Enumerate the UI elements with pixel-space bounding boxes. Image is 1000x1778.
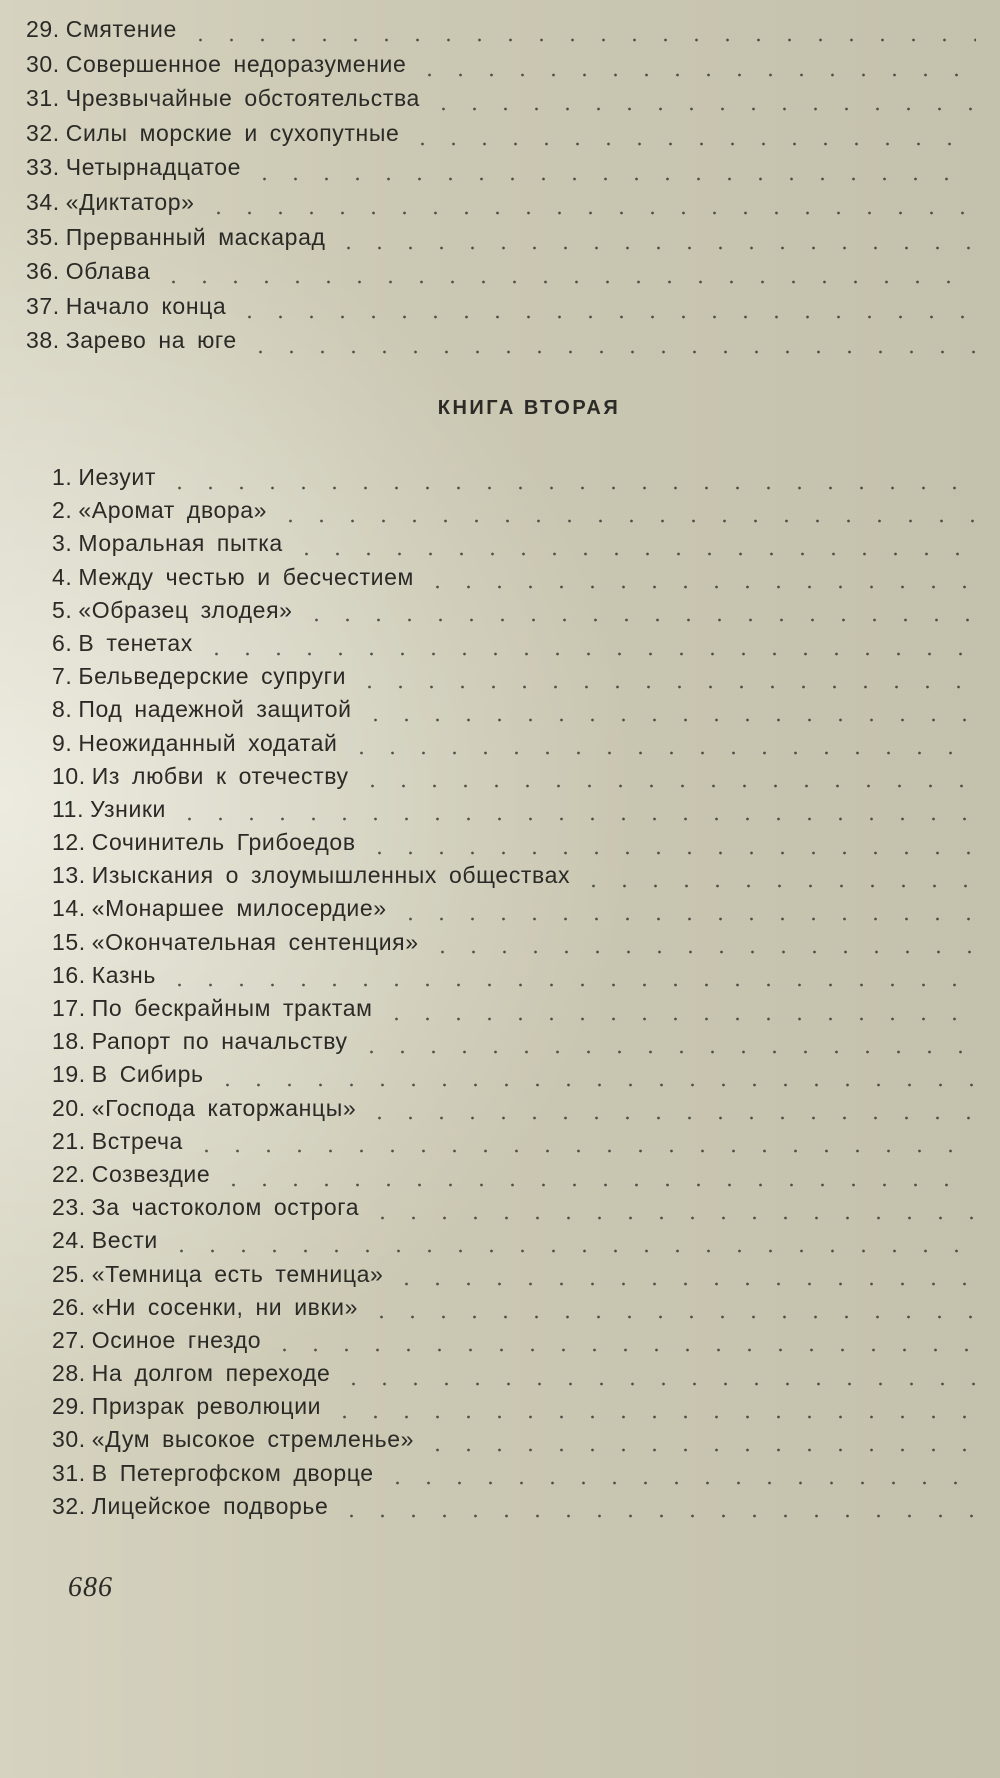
toc-entry xyxy=(26,50,976,88)
dot-leader xyxy=(164,486,976,490)
dot-leader xyxy=(336,1514,976,1518)
toc-entry xyxy=(52,1362,976,1395)
toc-entry-number: 7. xyxy=(52,663,73,690)
toc-entry-number: 18. xyxy=(52,1028,86,1055)
toc-entry-number: 26. xyxy=(52,1293,86,1320)
toc-entry-title: Узники xyxy=(90,795,167,822)
toc-entry-number: 16. xyxy=(52,961,86,988)
toc-entry-number: 9. xyxy=(52,729,73,756)
toc-entry-number: 19. xyxy=(52,1061,86,1088)
dot-leader xyxy=(301,618,976,622)
toc-entry xyxy=(52,1127,976,1163)
toc-entry xyxy=(52,864,976,897)
toc-entry-number: 3. xyxy=(52,530,73,557)
toc-entry-number: 21. xyxy=(52,1127,86,1154)
toc-entry xyxy=(52,762,976,798)
dot-leader xyxy=(234,315,976,319)
toc-entry-number: 34. xyxy=(26,188,60,215)
toc-entry-title: Призрак революции xyxy=(91,1393,322,1420)
dot-leader xyxy=(367,1216,976,1220)
toc-entry-number: 32. xyxy=(52,1492,86,1519)
toc-entry xyxy=(26,156,976,191)
toc-entry-title: Казнь xyxy=(91,961,156,988)
toc-entry-title: Облава xyxy=(65,258,151,285)
toc-entry-title: Между честью и бесчестием xyxy=(78,563,414,590)
toc-entry-title: Из любви к отечеству xyxy=(91,762,349,789)
dot-leader xyxy=(381,1017,976,1021)
toc-entry-number: 28. xyxy=(52,1360,86,1387)
toc-entry-number: 36. xyxy=(26,258,60,285)
toc-entry xyxy=(26,329,976,364)
toc-entry xyxy=(52,1094,976,1130)
toc-entry-title: Моральная пытка xyxy=(78,530,283,557)
dot-leader xyxy=(249,177,976,181)
toc-entry-title: На долгом переходе xyxy=(91,1360,331,1387)
dot-leader xyxy=(422,1448,976,1452)
toc-entry-title: В Петергофском дворце xyxy=(91,1459,374,1486)
dot-leader xyxy=(291,552,976,556)
dot-leader xyxy=(356,1050,976,1054)
toc-entry xyxy=(52,1030,976,1063)
toc-entry-title: Четырнадцатое xyxy=(65,154,242,181)
toc-entry xyxy=(52,1492,976,1528)
toc-entry-title: Неожиданный ходатай xyxy=(78,729,338,756)
toc-entry xyxy=(52,1063,976,1096)
toc-entry xyxy=(52,698,976,731)
toc-entry-title: Осиное гнездо xyxy=(91,1326,262,1353)
dot-leader xyxy=(174,817,976,821)
toc-entry-number: 29. xyxy=(52,1393,86,1420)
toc-entry-number: 6. xyxy=(52,629,73,656)
page-number: 686 xyxy=(68,1572,113,1603)
dot-leader xyxy=(203,211,976,215)
toc-entry xyxy=(52,596,976,632)
toc-entry-title: Силы морские и сухопутные xyxy=(65,119,400,146)
dot-leader xyxy=(212,1083,976,1087)
toc-entry-title: По бескрайным трактам xyxy=(91,995,373,1021)
toc-entry-title: Бельведерские супруги xyxy=(78,663,347,690)
toc-entry-title: Иезуит xyxy=(78,464,156,490)
dot-leader xyxy=(422,585,976,589)
dot-leader xyxy=(269,1348,976,1352)
toc-entry-number: 35. xyxy=(26,223,60,250)
dot-leader xyxy=(201,652,976,656)
toc-entry xyxy=(26,188,976,226)
toc-entry-number: 37. xyxy=(26,292,60,319)
toc-entry-number: 27. xyxy=(52,1326,86,1353)
toc-entry xyxy=(26,292,976,330)
toc-entry-number: 31. xyxy=(52,1459,86,1486)
toc-entry xyxy=(52,729,976,765)
toc-entry-title: «Монаршее милосердие» xyxy=(91,895,387,922)
toc-entry-title: В тенетах xyxy=(78,629,193,656)
toc-entry-title: Начало конца xyxy=(65,292,227,319)
toc-entry-number: 32. xyxy=(26,119,60,146)
toc-entry-title: Изыскания о злоумышленных обществах xyxy=(91,862,571,889)
toc-entry xyxy=(52,928,976,964)
toc-entry-title: Смятение xyxy=(65,16,177,42)
toc-entry-title: Зарево на юге xyxy=(65,327,237,354)
toc-entry xyxy=(52,795,976,831)
dot-leader xyxy=(185,38,976,42)
toc-entry-title: Чрезвычайные обстоятельства xyxy=(65,85,420,112)
dot-leader xyxy=(191,1149,976,1153)
dot-leader xyxy=(360,718,976,722)
toc-entry-title: Совершенное недоразумение xyxy=(65,50,407,77)
dot-leader xyxy=(414,73,976,77)
toc-entry xyxy=(52,1160,976,1196)
toc-entry xyxy=(52,897,976,930)
toc-entry-number: 5. xyxy=(52,596,73,623)
toc-entry-number: 38. xyxy=(26,327,60,354)
toc-entry xyxy=(52,831,976,864)
toc-entry-number: 2. xyxy=(52,497,73,524)
dot-leader xyxy=(245,350,976,354)
toc-entry-number: 4. xyxy=(52,563,73,590)
toc-entry xyxy=(52,1229,976,1262)
toc-entry xyxy=(52,1196,976,1229)
dot-leader xyxy=(357,784,976,788)
dot-leader xyxy=(346,751,977,755)
toc-entry-number: 12. xyxy=(52,829,86,856)
toc-entry-title: Созвездие xyxy=(91,1160,211,1187)
toc-entry-number: 17. xyxy=(52,995,86,1021)
toc-entry xyxy=(26,223,976,261)
toc-entry xyxy=(52,1326,976,1362)
dot-leader xyxy=(364,1116,976,1120)
section-heading: КНИГА ВТОРАЯ xyxy=(437,397,621,419)
toc-entry xyxy=(52,997,976,1030)
toc-entry-number: 23. xyxy=(52,1194,86,1221)
toc-entry-title: За частоколом острога xyxy=(91,1194,360,1221)
toc-entry-number: 11. xyxy=(52,795,85,822)
toc-entry xyxy=(52,1395,976,1428)
toc-entry-number: 30. xyxy=(26,50,60,77)
toc-entry-number: 30. xyxy=(52,1426,86,1453)
dot-leader xyxy=(427,950,976,954)
toc-entry-title: «Образец злодея» xyxy=(78,596,293,623)
toc-entry-number: 31. xyxy=(26,85,60,112)
toc-book-two xyxy=(52,466,976,1528)
dot-leader xyxy=(364,851,976,855)
toc-entry-number: 29. xyxy=(26,16,60,42)
toc-entry-number: 8. xyxy=(52,696,73,723)
toc-entry xyxy=(52,466,976,499)
toc-entry-title: «Темница есть темница» xyxy=(91,1260,384,1287)
dot-leader xyxy=(329,1415,976,1419)
toc-entry-number: 10. xyxy=(52,762,86,789)
toc-entry xyxy=(26,260,976,295)
toc-entry-number: 20. xyxy=(52,1094,86,1121)
toc-entry-title: Под надежной защитой xyxy=(78,696,352,723)
toc-entry-number: 25. xyxy=(52,1260,86,1287)
dot-leader xyxy=(275,519,976,523)
toc-entry xyxy=(52,1293,976,1329)
toc-entry-title: «Диктатор» xyxy=(65,188,195,215)
toc-entry-title: «Дум высокое стремленье» xyxy=(91,1426,415,1453)
dot-leader xyxy=(428,107,976,111)
dot-leader xyxy=(395,917,976,921)
toc-entry-number: 22. xyxy=(52,1160,86,1187)
toc-entry-title: «Аромат двора» xyxy=(78,497,268,524)
dot-leader xyxy=(158,280,976,284)
dot-leader xyxy=(218,1183,976,1187)
toc-entry xyxy=(52,1459,976,1495)
toc-entry-title: Сочинитель Грибоедов xyxy=(91,829,356,856)
toc-entry xyxy=(52,563,976,599)
dot-leader xyxy=(164,983,976,987)
toc-entry-number: 15. xyxy=(52,928,86,955)
toc-entry-title: «Окончательная сентенция» xyxy=(91,928,419,955)
dot-leader xyxy=(166,1249,976,1253)
toc-entry-title: Лицейское подворье xyxy=(91,1492,329,1519)
toc-entry-number: 33. xyxy=(26,154,60,181)
toc-entry-number: 1. xyxy=(52,464,73,490)
toc-entry xyxy=(52,961,976,997)
toc-entry xyxy=(26,18,976,53)
toc-entry xyxy=(26,87,976,122)
toc-entry xyxy=(52,1260,976,1296)
toc-entry-title: Встреча xyxy=(91,1127,183,1154)
dot-leader xyxy=(366,1315,976,1319)
toc-entry-title: В Сибирь xyxy=(91,1061,204,1088)
toc-entry xyxy=(52,532,976,565)
dot-leader xyxy=(338,1382,976,1386)
toc-entry-number: 24. xyxy=(52,1227,86,1254)
toc-book-one-tail xyxy=(26,18,976,364)
dot-leader xyxy=(578,884,976,888)
toc-entry-title: «Ни сосенки, ни ивки» xyxy=(91,1293,358,1320)
toc-entry-title: Вести xyxy=(91,1227,158,1254)
toc-entry-number: 13. xyxy=(52,862,86,889)
dot-leader xyxy=(354,685,976,689)
toc-entry-title: Рапорт по начальству xyxy=(91,1028,348,1055)
dot-leader xyxy=(333,246,976,250)
toc-entry xyxy=(52,1428,976,1461)
toc-entry xyxy=(52,665,976,698)
toc-entry-title: Прерванный маскарад xyxy=(65,223,326,250)
toc-entry xyxy=(52,629,976,665)
dot-leader xyxy=(382,1481,976,1485)
dot-leader xyxy=(391,1282,976,1286)
toc-entry xyxy=(26,119,976,157)
toc-entry-number: 14. xyxy=(52,895,86,922)
dot-leader xyxy=(407,142,976,146)
toc-entry xyxy=(52,499,976,532)
toc-entry-title: «Господа каторжанцы» xyxy=(91,1094,357,1121)
